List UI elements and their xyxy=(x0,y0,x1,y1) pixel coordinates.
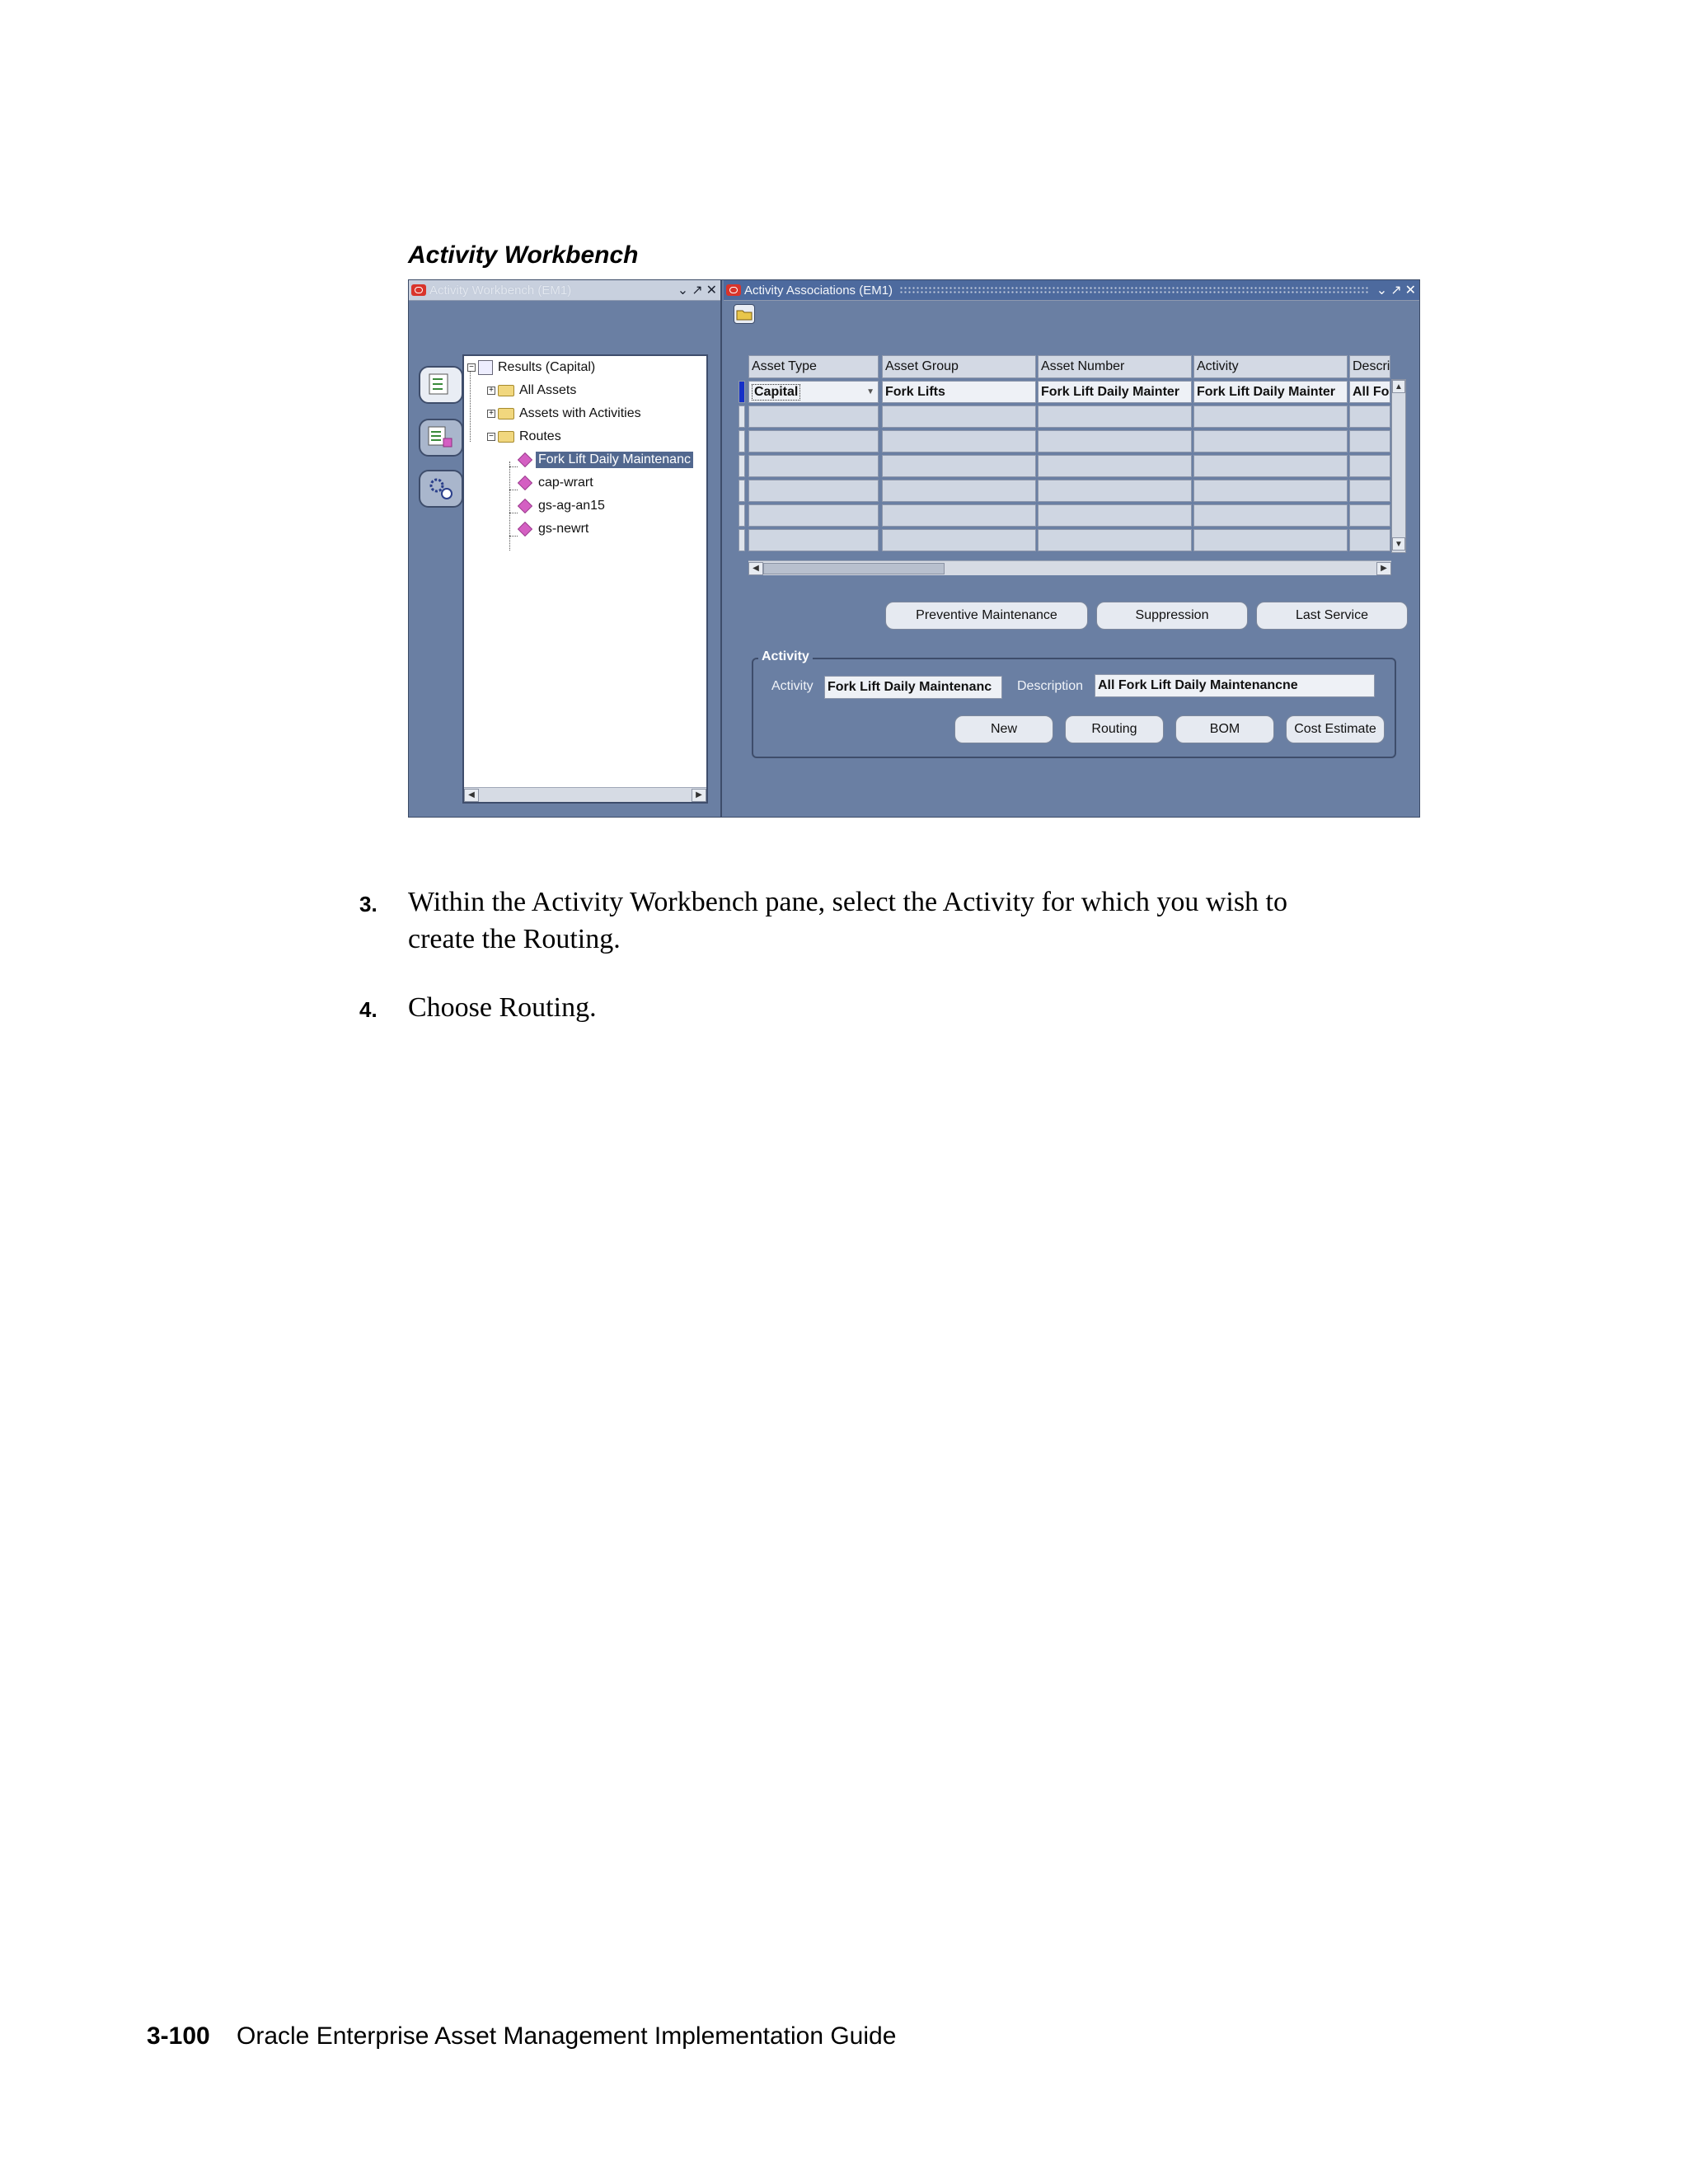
scroll-thumb[interactable] xyxy=(763,563,945,574)
tree-node-route-selected[interactable]: Fork Lift Daily Maintenanc xyxy=(518,450,693,470)
row-indicator[interactable] xyxy=(738,480,745,502)
col-header-asset-group[interactable]: Asset Group xyxy=(882,355,1036,378)
folder-icon xyxy=(498,385,514,396)
row-indicator[interactable] xyxy=(738,529,745,551)
activity-workbench-window xyxy=(409,280,722,817)
associations-titlebar[interactable] xyxy=(724,280,1419,301)
grid-cell-empty[interactable] xyxy=(882,480,1036,502)
grid-cell-empty[interactable] xyxy=(748,405,879,428)
oracle-logo-icon xyxy=(726,284,741,296)
grid-horizontal-scrollbar[interactable] xyxy=(748,560,1391,575)
activity-associations-window xyxy=(724,280,1419,817)
step-number: 3. xyxy=(359,892,377,916)
grid-vertical-scrollbar[interactable] xyxy=(1391,379,1406,553)
open-folder-button[interactable] xyxy=(734,304,755,324)
activity-cube-icon xyxy=(518,452,532,467)
refresh-view-button[interactable] xyxy=(419,470,463,508)
grid-cell-empty[interactable] xyxy=(748,430,879,452)
grid-cell-empty[interactable] xyxy=(1193,455,1348,477)
col-header-description[interactable]: Descri xyxy=(1349,355,1390,378)
titlebar-texture xyxy=(899,286,1370,294)
grid-cell-empty[interactable] xyxy=(1038,405,1192,428)
tree-node-route[interactable]: gs-newrt xyxy=(518,519,591,539)
gear-refresh-icon xyxy=(427,476,455,501)
oracle-logo-icon xyxy=(411,284,426,296)
maximize-icon[interactable]: ↗ xyxy=(692,284,703,298)
tree-horizontal-scrollbar[interactable] xyxy=(464,787,706,802)
preventive-maintenance-button[interactable]: Preventive Maintenance xyxy=(885,602,1088,630)
grid-cell-empty[interactable] xyxy=(1349,529,1390,551)
col-header-asset-number[interactable]: Asset Number xyxy=(1038,355,1192,378)
checklist-cube-icon xyxy=(427,425,455,450)
grid-cell-empty[interactable] xyxy=(1038,430,1192,452)
activity-cube-icon xyxy=(518,522,532,537)
tree-node-assets-with-activities[interactable]: + Assets with Activities xyxy=(487,404,644,424)
page-number: 3-100 xyxy=(147,2022,210,2050)
scroll-down-icon[interactable]: ▼ xyxy=(1392,537,1405,551)
row-indicator[interactable] xyxy=(738,455,745,477)
grid-cell-empty[interactable] xyxy=(748,480,879,502)
workbench-titlebar[interactable] xyxy=(409,280,720,301)
activity-field-label: Activity xyxy=(771,679,814,693)
results-tree xyxy=(462,354,708,804)
scroll-right-icon[interactable]: ▶ xyxy=(692,789,706,802)
cell-asset-group[interactable]: Fork Lifts xyxy=(882,381,1036,403)
last-service-button[interactable]: Last Service xyxy=(1256,602,1408,630)
grid-cell-empty[interactable] xyxy=(1038,529,1192,551)
folder-icon xyxy=(498,431,514,443)
grid-cell-empty[interactable] xyxy=(882,405,1036,428)
row-indicator-current[interactable] xyxy=(738,381,745,403)
minimize-icon[interactable]: ⌄ xyxy=(1376,284,1388,298)
new-button[interactable]: New xyxy=(954,715,1053,743)
cell-asset-type[interactable]: Capital ▼ xyxy=(748,381,879,403)
collapse-icon[interactable]: − xyxy=(487,433,495,441)
book-title: Oracle Enterprise Asset Management Implementation Guide xyxy=(237,2022,897,2050)
grid-cell-empty[interactable] xyxy=(1349,504,1390,527)
activity-cube-icon xyxy=(518,476,532,490)
col-header-activity[interactable]: Activity xyxy=(1193,355,1348,378)
expand-icon[interactable]: + xyxy=(487,410,495,418)
figure-caption: Activity Workbench xyxy=(408,241,639,269)
col-header-asset-type[interactable]: Asset Type xyxy=(748,355,879,378)
grid-cell-empty[interactable] xyxy=(1349,480,1390,502)
tree-node-results[interactable]: − Results (Capital) xyxy=(467,358,598,377)
step-text-line: Within the Activity Workbench pane, select the Activity for which you wish to xyxy=(408,887,1287,917)
row-indicator[interactable] xyxy=(738,430,745,452)
results-icon xyxy=(478,360,493,375)
collapse-icon[interactable]: − xyxy=(467,363,476,372)
tree-node-route[interactable]: cap-wrart xyxy=(518,473,596,493)
tree-node-route[interactable]: gs-ag-an15 xyxy=(518,496,607,516)
cell-description[interactable]: All Fo xyxy=(1349,381,1390,403)
tree-node-all-assets[interactable]: + All Assets xyxy=(487,381,579,401)
scroll-right-icon[interactable]: ▶ xyxy=(1376,562,1391,575)
description-field[interactable]: All Fork Lift Daily Maintenancne xyxy=(1095,674,1375,697)
row-indicator[interactable] xyxy=(738,405,745,428)
grid-cell-empty[interactable] xyxy=(748,504,879,527)
open-folder-icon xyxy=(736,307,753,321)
step-text: Choose Routing. xyxy=(408,992,597,1023)
results-view-button[interactable] xyxy=(419,366,463,404)
grid-cell-empty[interactable] xyxy=(1193,504,1348,527)
activity-region-legend: Activity xyxy=(758,649,813,664)
maximize-icon[interactable]: ↗ xyxy=(1390,284,1402,298)
bom-button[interactable]: BOM xyxy=(1175,715,1274,743)
grid-cell-empty[interactable] xyxy=(882,455,1036,477)
grid-cell-empty[interactable] xyxy=(882,430,1036,452)
grid-cell-empty[interactable] xyxy=(1038,455,1192,477)
dropdown-arrow-icon[interactable]: ▼ xyxy=(866,387,874,396)
grid-cell-empty[interactable] xyxy=(1038,480,1192,502)
grid-cell-empty[interactable] xyxy=(1193,430,1348,452)
scroll-left-icon[interactable]: ◀ xyxy=(464,789,479,802)
grid-cell-empty[interactable] xyxy=(748,529,879,551)
grid-cell-empty[interactable] xyxy=(1349,455,1390,477)
workbench-title: Activity Workbench (EM1) xyxy=(429,283,572,298)
row-indicator[interactable] xyxy=(738,504,745,527)
grid-cell-empty[interactable] xyxy=(882,504,1036,527)
cost-estimate-button[interactable]: Cost Estimate xyxy=(1286,715,1385,743)
grid-cell-empty[interactable] xyxy=(1349,405,1390,428)
close-icon[interactable]: ✕ xyxy=(706,284,717,298)
activity-view-button[interactable] xyxy=(419,419,463,457)
scroll-left-icon[interactable]: ◀ xyxy=(748,562,763,575)
cell-asset-number[interactable]: Fork Lift Daily Mainter xyxy=(1038,381,1192,403)
cell-activity[interactable]: Fork Lift Daily Mainter xyxy=(1193,381,1348,403)
suppression-button[interactable]: Suppression xyxy=(1096,602,1248,630)
folder-icon xyxy=(498,408,514,419)
step-text-line: create the Routing. xyxy=(408,924,621,954)
step-text xyxy=(408,883,1479,958)
screenshot xyxy=(408,279,1420,818)
close-icon[interactable]: ✕ xyxy=(1404,284,1416,298)
scroll-up-icon[interactable]: ▲ xyxy=(1392,380,1405,393)
minimize-icon[interactable]: ⌄ xyxy=(677,284,689,298)
grid-cell-empty[interactable] xyxy=(1349,430,1390,452)
tree-node-routes[interactable]: − Routes xyxy=(487,427,564,447)
expand-icon[interactable]: + xyxy=(487,387,495,395)
activity-region xyxy=(752,649,1396,758)
grid-cell-empty[interactable] xyxy=(1193,405,1348,428)
activity-cube-icon xyxy=(518,499,532,513)
grid-cell-empty[interactable] xyxy=(1193,529,1348,551)
activity-field[interactable]: Fork Lift Daily Maintenanc xyxy=(824,676,1002,699)
associations-title: Activity Associations (EM1) xyxy=(744,283,893,298)
grid-cell-empty[interactable] xyxy=(1193,480,1348,502)
routing-button[interactable]: Routing xyxy=(1065,715,1164,743)
step-number: 4. xyxy=(359,997,377,1022)
grid-cell-empty[interactable] xyxy=(748,455,879,477)
grid-cell-empty[interactable] xyxy=(882,529,1036,551)
description-field-label: Description xyxy=(1017,679,1084,693)
grid-cell-empty[interactable] xyxy=(1038,504,1192,527)
checklist-icon xyxy=(428,373,454,397)
